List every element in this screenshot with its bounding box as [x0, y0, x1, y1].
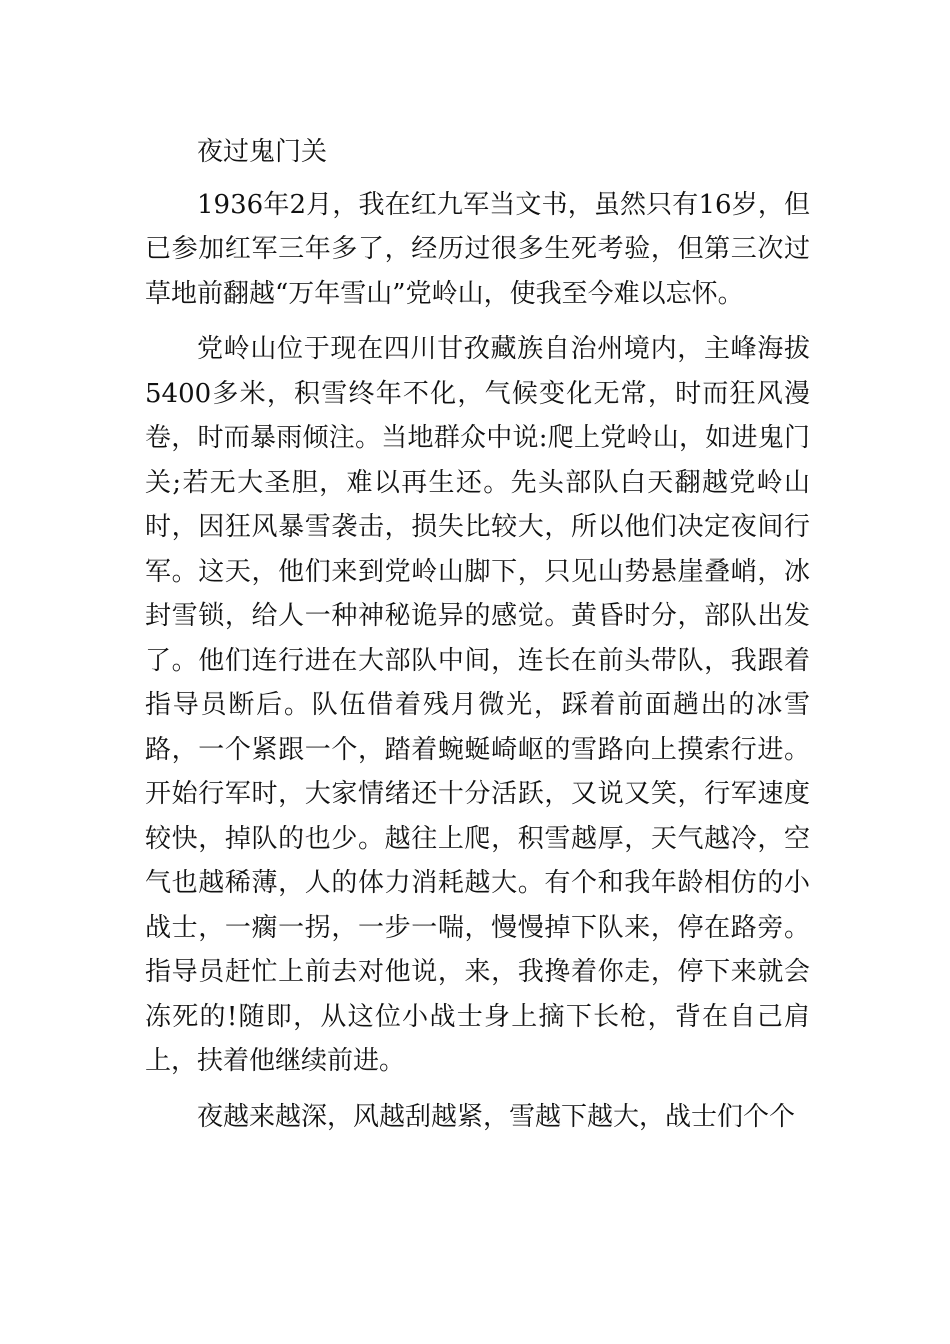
- document-body: [145, 130, 810, 1139]
- paragraph-1: 1936年2月，我在红九军当文书，虽然只有16岁，但已参加红军三年多了，经历过很多生死考验，但第三次过草地前翻越“万年雪山”党岭山，使我至今难以忘怀。: [145, 189, 810, 309]
- paragraph-2: 党岭山位于现在四川甘孜藏族自治州境内，主峰海拔5400多米，积雪终年不化，气候变化无常，时而狂风漫卷，时而暴雨倾注。当地群众中说:爬上党岭山，如进鬼门关;若无大圣胆，难以再生还。先头部队白天翻越党岭山时，因狂风暴雪袭击，损失比较大，所以他们决定夜间行军。这天，他们来到党岭山脚下，只见山势悬崖叠峭，冰封雪锁，给人一种神秘诡异的感觉。黄昏时分，部队出发了。他们连行进在大部队中间，连长在前头带队，我跟着指导员断后。队伍借着残月微光，踩着前面趟出的冰雪路，一个紧跟一个，踏着蜿蜒崎岖的雪路向上摸索行进。开始行军时，大家情绪还十分活跃，又说又笑，行军速度较快，掉队的也少。越往上爬，积雪越厚，天气越冷，空气也越稀薄，人的体力消耗越大。有个和我年龄相仿的小战士，一瘸一拐，一步一喘，慢慢掉下队来，停在路旁。指导员赶忙上前去对他说，来，我搀着你走，停下来就会冻死的!随即，从这位小战士身上摘下长枪，背在自己肩上，扶着他继续前进。: [145, 334, 810, 1076]
- document-title: 夜过鬼门关: [197, 137, 328, 167]
- paragraph-3: 夜越来越深，风越刮越紧，雪越下越大，战士们个个: [197, 1101, 796, 1132]
